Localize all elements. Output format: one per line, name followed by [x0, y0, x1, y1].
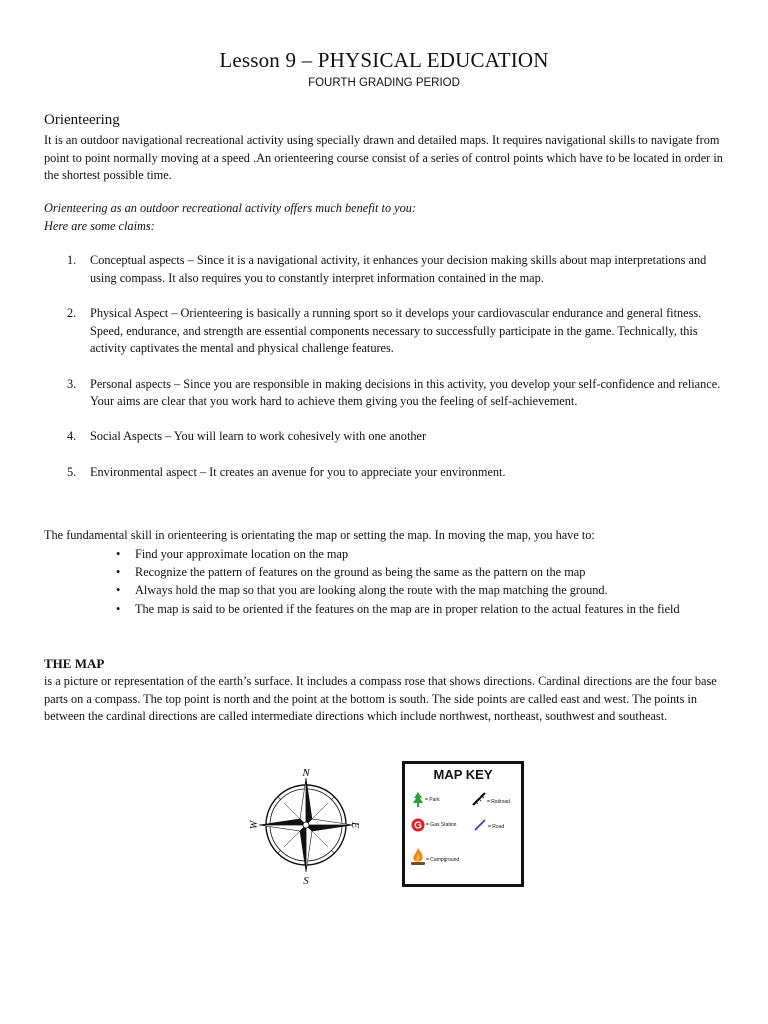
list-item [44, 376, 729, 411]
gas-station-letter: G [414, 820, 422, 832]
claims-intro-line-1: Orienteering as an outdoor recreational activity offers much benefit to you: [44, 201, 417, 215]
bullet-item [44, 600, 729, 618]
map-key-road-label: = Road [488, 824, 505, 830]
bullet-text: Always hold the map so that you are looking along the route with the map matching the ground. [135, 583, 608, 598]
bullet-dot-icon: • [116, 547, 121, 561]
bullet-item [44, 545, 729, 563]
campfire-icon [410, 847, 426, 867]
claims-intro-line-2: Here are some claims: [44, 218, 155, 233]
bullet-dot-icon: • [116, 601, 121, 616]
bullet-text: Recognize the pattern of features on the ground as being the same as the pattern on the map [135, 565, 586, 580]
map-key-railroad-label: = Railroad [487, 799, 510, 805]
map-paragraph: is a picture or representation of the earth’s surface. It includes a compass rose that shows directions. Cardinal directions are the four base parts on a compass. The top point is north and the point at the bottom is south. The side points are called east and west. The points in between the cardinal directions are called intermediate directions which include northwest, northeast, southwest and southeast. [44, 674, 717, 724]
compass-rose-image [244, 764, 368, 886]
compass-north-label: N [302, 767, 310, 779]
page-subtitle: FOURTH GRADING PERIOD [308, 77, 460, 89]
list-text: Physical Aspect – Orienteering is basically a running sport so it develops your cardiovascular endurance and general fitness. Speed, endurance, and strength are essential components necessary to successfully participate in the game. Technically, this activity captivates the mental and physical challenge features. [90, 305, 702, 356]
list-item [44, 305, 729, 358]
bullet-text: The map is said to be oriented if the features on the map are in proper relation to the actual features in the field [135, 601, 680, 616]
list-item [44, 464, 729, 482]
railroad-icon [471, 791, 487, 807]
compass-west-label: W [249, 820, 260, 830]
list-text: Personal aspects – Since you are responsible in making decisions in this activity, you develop your self-confidence and reliance. Your aims are clear that you work hard to achieve them giving you the feeling of self-achievement. [90, 376, 721, 409]
map-key-park-label: = Park [425, 797, 440, 803]
list-number: 5. [67, 464, 77, 479]
fundamental-bullets [44, 545, 729, 618]
bullet-item [44, 581, 729, 599]
bullet-dot-icon: • [116, 583, 121, 598]
gas-station-icon [411, 818, 425, 832]
list-number: 4. [67, 429, 77, 444]
tree-icon [413, 792, 423, 808]
bullet-dot-icon: • [116, 565, 121, 580]
list-number: 1. [67, 253, 77, 267]
list-number: 3. [67, 376, 77, 391]
road-icon [473, 818, 487, 832]
map-key-image [402, 761, 524, 887]
compass-south-label: S [303, 875, 309, 886]
list-item [44, 252, 729, 287]
page-title: Lesson 9 – PHYSICAL EDUCATION [219, 48, 549, 72]
map-key-title: MAP KEY [433, 767, 493, 782]
list-text: Social Aspects – You will learn to work cohesively with one another [90, 429, 427, 444]
list-number: 2. [67, 305, 77, 320]
claims-list [44, 252, 729, 499]
list-item [44, 428, 729, 446]
orienteering-paragraph: It is an outdoor navigational recreational activity using specially drawn and detailed maps. It requires navigational skills to navigate from point to point normally moving at a speed .An orienteering course consist of a series of control points which have to be located in order in the shortest possible time. [44, 133, 723, 183]
bullet-text: Find your approximate location on the map [135, 547, 349, 561]
fundamental-intro: The fundamental skill in orienteering is orientating the map or setting the map. In moving the map, you have to: [44, 528, 595, 542]
list-text: Environmental aspect – It creates an avenue for you to appreciate your environment. [90, 464, 506, 479]
bullet-item [44, 563, 729, 581]
claims-intro [44, 200, 729, 235]
map-key-gas-station-label: = Gas Station [426, 822, 457, 828]
compass-east-label: E [349, 821, 360, 829]
map-heading: THE MAP [44, 656, 105, 671]
map-key-campground-label: = Campground [426, 857, 460, 863]
orienteering-heading: Orienteering [44, 112, 120, 128]
list-text: Conceptual aspects – Since it is a navigational activity, it enhances your decision making skills about map interpretations and using compass. It also requires you to constantly interpret information contained in the map. [90, 253, 707, 285]
